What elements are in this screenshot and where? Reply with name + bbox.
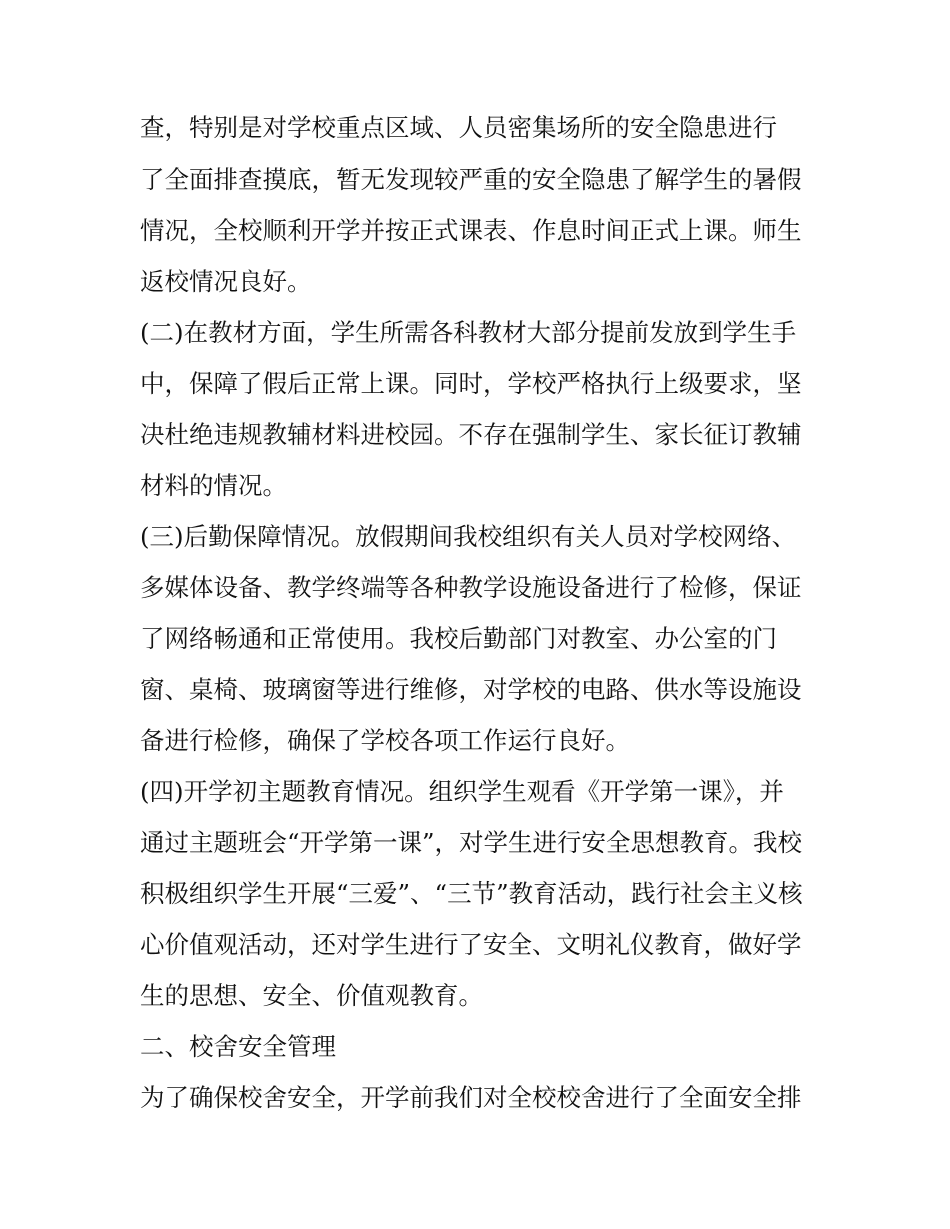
text-line: 了网络畅通和正常使用。我校后勤部门对教室、办公室的门 (140, 624, 777, 653)
text-line: 材料的情况。 (140, 471, 287, 500)
text-line: 生的思想、安全、价值观教育。 (140, 981, 483, 1010)
text-line: 决杜绝违规教辅材料进校园。不存在强制学生、家长征订教辅 (140, 420, 802, 449)
text-line: (二)在教材方面，学生所需各科教材大部分提前发放到学生手 (140, 318, 797, 347)
section-heading: 二、校舍安全管理 (140, 1032, 336, 1061)
text-line: 窗、桌椅、玻璃窗等进行维修，对学校的电路、供水等设施设 (140, 675, 802, 704)
text-line: 心价值观活动，还对学生进行了安全、文明礼仪教育，做好学 (140, 930, 802, 959)
text-line: 中，保障了假后正常上课。同时，学校严格执行上级要求，坚 (140, 369, 802, 398)
text-line: 积极组织学生开展“三爱”、“三节”教育活动，践行社会主义核 (140, 879, 803, 908)
text-line: 多媒体设备、教学终端等各种教学设施设备进行了检修，保证 (140, 573, 802, 602)
text-line: (三)后勤保障情况。放假期间我校组织有关人员对学校网络、 (140, 522, 797, 551)
text-line: 为了确保校舍安全，开学前我们对全校校舍进行了全面安全排 (140, 1083, 802, 1112)
text-line: 通过主题班会“开学第一课”，对学生进行安全思想教育。我校 (140, 828, 803, 857)
text-line: (四)开学初主题教育情况。组织学生观看《开学第一课》，并 (140, 777, 784, 806)
text-line: 查，特别是对学校重点区域、人员密集场所的安全隐患进行 (140, 113, 777, 142)
text-line: 情况，全校顺利开学并按正式课表、作息时间正式上课。师生 (140, 216, 802, 245)
text-line: 备进行检修，确保了学校各项工作运行良好。 (140, 726, 630, 755)
text-line: 返校情况良好。 (140, 267, 312, 296)
text-line: 了全面排查摸底，暂无发现较严重的安全隐患了解学生的暑假 (140, 165, 802, 194)
